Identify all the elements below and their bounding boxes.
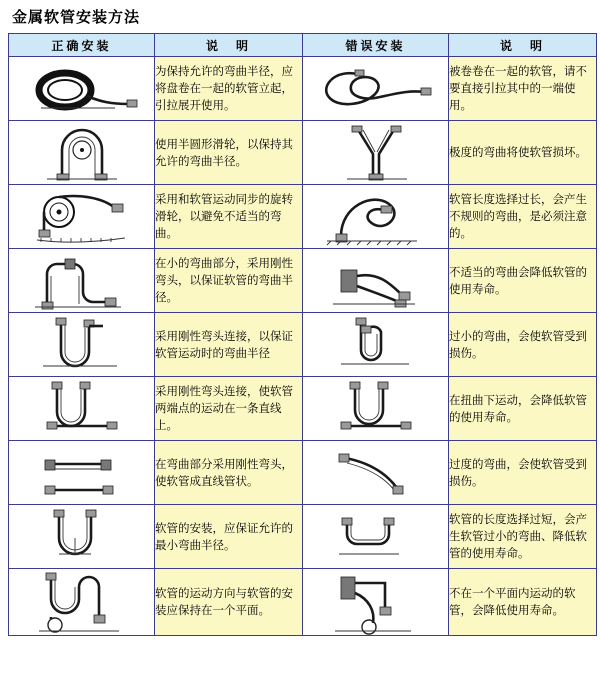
too-small-bend-radius-icon — [303, 313, 449, 377]
table-header-row — [9, 34, 597, 57]
row-5-wrong-text: 过小的弯曲，会使软管受到损伤。 — [449, 313, 597, 377]
table-row — [9, 249, 597, 313]
row-7-wrong-text: 过度的弯曲，会使软管受到损伤。 — [449, 441, 597, 505]
row-5-correct-text: 采用刚性弯头连接，以保证软管运动时的弯曲半径 — [155, 313, 303, 377]
header-correct-desc: 说 明 — [155, 34, 303, 57]
row-3-correct-text: 采用和软管运动同步的旋转滑轮，以避免不适当的弯曲。 — [155, 185, 303, 249]
table-row — [9, 569, 597, 636]
row-6-correct-text: 采用刚性弯头连接，使软管两端点的运动在一条直线上。 — [155, 377, 303, 441]
row-9-correct-text: 软管的运动方向与软管的安装应保持在一个平面。 — [155, 569, 303, 636]
rigid-elbow-connection-motion-icon — [9, 313, 155, 377]
hose-installation-table — [8, 33, 597, 636]
improper-bend-shortens-life-icon — [303, 249, 449, 313]
page-title: 金属软管安装方法 — [12, 8, 141, 26]
row-1-correct-text: 为保持允许的弯曲半径，应将盘卷在一起的软管立起，引拉展开使用。 — [155, 57, 303, 121]
row-8-correct-text: 软管的安装，应保证允许的最小弯曲半径。 — [155, 505, 303, 569]
torsional-motion-u-bend-icon — [303, 377, 449, 441]
sharp-bend-over-edge-icon — [303, 121, 449, 185]
table-row — [9, 505, 597, 569]
header-wrong-install: 错误安装 — [303, 34, 449, 57]
motion-out-of-plane-icon — [303, 569, 449, 636]
semicircular-pulley-guide-icon — [9, 121, 155, 185]
rigid-elbow-both-ends-straight-line-icon — [9, 377, 155, 441]
excess-length-irregular-bend-icon — [303, 185, 449, 249]
table-row — [9, 441, 597, 505]
row-6-wrong-text: 在扭曲下运动，会降低软管的使用寿命。 — [449, 377, 597, 441]
row-2-correct-text: 使用半圆形滑轮，以保持其允许的弯曲半径。 — [155, 121, 303, 185]
row-4-wrong-text: 不适当的弯曲会降低软管的使用寿命。 — [449, 249, 597, 313]
table-row — [9, 121, 597, 185]
coiled-hose-pulled-one-end-icon — [303, 57, 449, 121]
table-row — [9, 57, 597, 121]
row-2-wrong-text: 极度的弯曲将使软管损坏。 — [449, 121, 597, 185]
row-8-wrong-text: 软管的长度选择过短，会产生软管过小的弯曲、降低软管的使用寿命。 — [449, 505, 597, 569]
motion-direction-same-plane-icon — [9, 569, 155, 636]
row-9-wrong-text: 不在一个平面内运动的软管，会降低使用寿命。 — [449, 569, 597, 636]
table-row — [9, 377, 597, 441]
table-header — [9, 34, 597, 57]
row-4-correct-text: 在小的弯曲部分，采用刚性弯头，以保证软管的弯曲半径。 — [155, 249, 303, 313]
header-wrong-desc: 说 明 — [449, 34, 597, 57]
header-correct-install: 正确安装 — [9, 34, 155, 57]
table-row — [9, 313, 597, 377]
table-body — [9, 57, 597, 636]
excessive-bend-damage-icon — [303, 441, 449, 505]
coiled-hose-upright-icon — [9, 57, 155, 121]
too-long-small-bend-icon — [303, 505, 449, 569]
row-7-correct-text: 在弯曲部分采用刚性弯头，使软管成直线管状。 — [155, 441, 303, 505]
table-row — [9, 185, 597, 249]
synchronized-rotating-pulley-icon — [9, 185, 155, 249]
rigid-elbow-straight-pipe-shape-icon — [9, 441, 155, 505]
minimum-allowed-bend-radius-u-icon — [9, 505, 155, 569]
row-3-wrong-text: 软管长度选择过长，会产生不规则的弯曲，是必须注意的。 — [449, 185, 597, 249]
row-1-wrong-text: 被卷卷在一起的软管，请不要直接引拉其中的一端使用。 — [449, 57, 597, 121]
rigid-elbow-at-small-bend-icon — [9, 249, 155, 313]
